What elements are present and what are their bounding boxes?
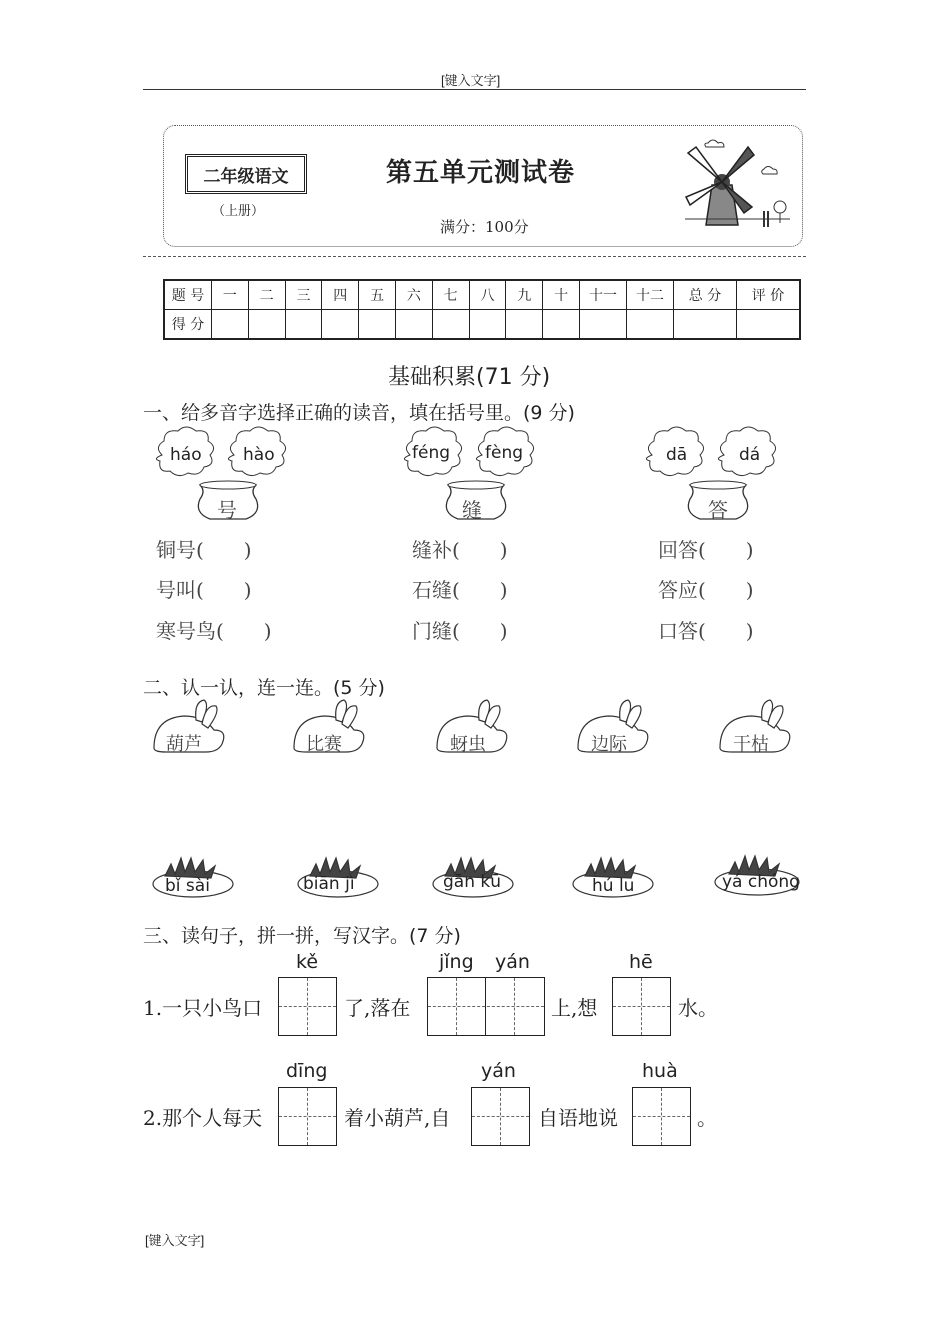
table-cell: 得 分 xyxy=(164,310,212,340)
table-cell: 十一 xyxy=(580,280,627,310)
pinyin-option: dá xyxy=(739,445,761,465)
score-cell[interactable] xyxy=(580,310,627,340)
table-row xyxy=(164,280,800,310)
grass-pinyin[interactable]: biān jì xyxy=(303,874,355,894)
rabbit-word[interactable]: 蚜虫 xyxy=(450,734,486,755)
word-blank[interactable]: 回答( ) xyxy=(658,538,754,562)
sentence-text: 2.那个人每天 xyxy=(143,1106,263,1130)
score-cell[interactable] xyxy=(322,310,359,340)
word-blank[interactable]: 缝补( ) xyxy=(412,538,508,562)
rabbit-word[interactable]: 边际 xyxy=(591,734,627,755)
pinyin-prompt: dīng xyxy=(286,1060,328,1082)
pinyin-option: hào xyxy=(243,445,275,465)
grass-pinyin[interactable]: bǐ sài xyxy=(165,876,210,896)
writing-box[interactable] xyxy=(632,1087,691,1146)
writing-box[interactable] xyxy=(471,1087,530,1146)
rabbit-word[interactable]: 比赛 xyxy=(306,734,342,755)
table-cell: 评 价 xyxy=(737,280,801,310)
score-table xyxy=(163,279,801,340)
sentence-text: 自语地说 xyxy=(538,1106,618,1130)
score-cell[interactable] xyxy=(285,310,322,340)
pot-character: 号 xyxy=(217,498,237,522)
pinyin-prompt: yán xyxy=(495,951,530,973)
score-cell[interactable] xyxy=(506,310,543,340)
score-cell[interactable] xyxy=(248,310,285,340)
score-cell[interactable] xyxy=(395,310,432,340)
table-cell: 题 号 xyxy=(164,280,212,310)
writing-box-double[interactable] xyxy=(427,977,545,1036)
table-cell: 十 xyxy=(543,280,580,310)
rabbit-word[interactable]: 干枯 xyxy=(733,734,769,755)
word-blank[interactable]: 答应( ) xyxy=(658,578,754,602)
table-cell: 九 xyxy=(506,280,543,310)
q2-title: 二、认一认，连一连。(5 分) xyxy=(143,677,385,699)
table-cell: 三 xyxy=(285,280,322,310)
table-cell: 一 xyxy=(212,280,249,310)
sentence-text: 着小葫芦,自 xyxy=(344,1106,451,1130)
full-score: 满分：100分 xyxy=(440,218,529,236)
pinyin-prompt: hē xyxy=(629,951,653,973)
word-blank[interactable]: 石缝( ) xyxy=(412,578,508,602)
score-cell[interactable] xyxy=(469,310,506,340)
table-cell: 六 xyxy=(395,280,432,310)
pinyin-prompt: jǐng xyxy=(439,951,474,973)
pot-character: 答 xyxy=(708,498,728,522)
table-cell: 八 xyxy=(469,280,506,310)
windmill-illustration xyxy=(680,135,795,235)
pinyin-prompt: huà xyxy=(642,1060,678,1082)
pinyin-option: féng xyxy=(412,443,451,463)
table-cell: 五 xyxy=(359,280,396,310)
word-blank[interactable]: 口答( ) xyxy=(658,619,754,643)
table-cell: 十二 xyxy=(627,280,674,310)
sentence-text: 。 xyxy=(697,1106,717,1130)
sentence-text: 水。 xyxy=(678,996,718,1020)
pinyin-prompt: yán xyxy=(481,1060,516,1082)
score-cell[interactable] xyxy=(432,310,469,340)
pinyin-option: dā xyxy=(666,445,688,465)
pot-character: 缝 xyxy=(462,498,482,522)
rabbit-word[interactable]: 葫芦 xyxy=(166,734,202,755)
score-cell[interactable] xyxy=(543,310,580,340)
score-cell[interactable] xyxy=(737,310,801,340)
score-cell[interactable] xyxy=(212,310,249,340)
page-footer: [键入文字] xyxy=(145,1233,205,1248)
page-title: 第五单元测试卷 xyxy=(386,158,576,188)
table-cell: 七 xyxy=(432,280,469,310)
word-blank[interactable]: 门缝( ) xyxy=(412,619,508,643)
score-cell[interactable] xyxy=(674,310,737,340)
table-cell: 四 xyxy=(322,280,359,310)
writing-box[interactable] xyxy=(612,977,671,1036)
q1-title: 一、给多音字选择正确的读音，填在括号里。(9 分) xyxy=(143,402,575,424)
pinyin-prompt: kě xyxy=(296,951,319,973)
page-header: [键入文字] xyxy=(441,73,501,88)
sentence-text: 了,落在 xyxy=(344,996,411,1020)
word-blank[interactable]: 号叫( ) xyxy=(156,578,252,602)
pinyin-option: fèng xyxy=(485,443,524,463)
writing-box[interactable] xyxy=(278,1087,337,1146)
sentence-text: 1.一只小鸟口 xyxy=(143,996,263,1020)
score-cell[interactable] xyxy=(359,310,396,340)
table-cell: 总 分 xyxy=(674,280,737,310)
volume-label: （上册） xyxy=(212,204,265,219)
score-cell[interactable] xyxy=(627,310,674,340)
pinyin-option: háo xyxy=(170,445,202,465)
table-row xyxy=(164,310,800,340)
grade-label: 二年级语文 xyxy=(185,154,307,194)
grass-pinyin[interactable]: hú lu xyxy=(592,876,635,896)
grass-pinyin[interactable]: yá chóng xyxy=(722,872,800,892)
word-blank[interactable]: 铜号( ) xyxy=(156,538,252,562)
grass-pinyin[interactable]: gān kū xyxy=(443,872,502,892)
section-title: 基础积累(71 分) xyxy=(388,365,551,390)
q3-title: 三、读句子，拼一拼，写汉字。(7 分) xyxy=(143,925,461,947)
divider-dashed xyxy=(143,256,806,257)
sentence-text: 上,想 xyxy=(551,996,598,1020)
header-rule xyxy=(143,89,806,90)
table-cell: 二 xyxy=(248,280,285,310)
writing-box[interactable] xyxy=(278,977,337,1036)
word-blank[interactable]: 寒号鸟( ) xyxy=(156,619,272,643)
